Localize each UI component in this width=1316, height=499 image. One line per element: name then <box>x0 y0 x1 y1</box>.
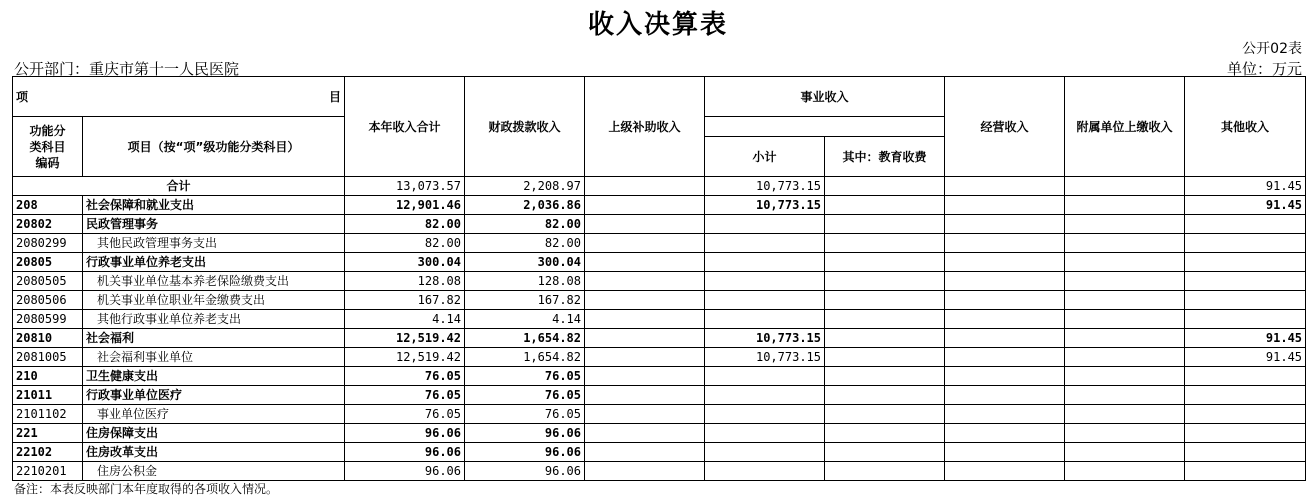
row-superior <box>585 196 705 215</box>
row-career-sub <box>705 291 825 310</box>
row-code: 2081005 <box>13 348 83 367</box>
row-business <box>945 253 1065 272</box>
row-fiscal: 76.05 <box>465 367 585 386</box>
row-fiscal: 167.82 <box>465 291 585 310</box>
row-total: 12,519.42 <box>345 348 465 367</box>
row-other <box>1185 424 1306 443</box>
row-fiscal: 76.05 <box>465 405 585 424</box>
row-career-sub <box>705 272 825 291</box>
row-code: 20810 <box>13 329 83 348</box>
row-name: 机关事业单位基本养老保险缴费支出 <box>83 272 345 291</box>
row-superior <box>585 329 705 348</box>
row-other <box>1185 443 1306 462</box>
row-code: 20805 <box>13 253 83 272</box>
header-xiang-mu <box>13 77 345 117</box>
row-code: 208 <box>13 196 83 215</box>
row-career-sub <box>705 443 825 462</box>
table-row <box>13 348 1306 367</box>
row-other <box>1185 310 1306 329</box>
row-name: 住房公积金 <box>83 462 345 481</box>
row-other <box>1185 462 1306 481</box>
row-superior <box>585 405 705 424</box>
row-career-edu <box>825 367 945 386</box>
row-career-sub <box>705 424 825 443</box>
header-fiscal: 财政拨款收入 <box>465 77 585 177</box>
table-row <box>13 405 1306 424</box>
table-row <box>13 443 1306 462</box>
row-name: 事业单位医疗 <box>83 405 345 424</box>
table-row <box>13 386 1306 405</box>
row-code: 2080299 <box>13 234 83 253</box>
header-mu: 目 <box>328 89 341 104</box>
row-other: 91.45 <box>1185 348 1306 367</box>
row-total: 96.06 <box>345 462 465 481</box>
row-total: 167.82 <box>345 291 465 310</box>
row-business <box>945 310 1065 329</box>
summary-career-sub: 10,773.15 <box>705 177 825 196</box>
summary-total: 13,073.57 <box>345 177 465 196</box>
row-fiscal: 82.00 <box>465 215 585 234</box>
row-business <box>945 215 1065 234</box>
row-superior <box>585 272 705 291</box>
row-career-edu <box>825 424 945 443</box>
row-superior <box>585 367 705 386</box>
row-name: 卫生健康支出 <box>83 367 345 386</box>
summary-career-edu <box>825 177 945 196</box>
row-total: 12,901.46 <box>345 196 465 215</box>
row-business <box>945 291 1065 310</box>
row-affiliated <box>1065 462 1185 481</box>
row-career-edu <box>825 253 945 272</box>
row-business <box>945 272 1065 291</box>
form-number: 公开02表 <box>1242 41 1302 57</box>
row-affiliated <box>1065 234 1185 253</box>
row-name: 住房改革支出 <box>83 443 345 462</box>
footnote: 备注：本表反映部门本年度取得的各项收入情况。 <box>14 482 279 496</box>
header-affiliated: 附属单位上缴收入 <box>1065 77 1185 177</box>
row-affiliated <box>1065 291 1185 310</box>
row-fiscal: 82.00 <box>465 234 585 253</box>
row-superior <box>585 443 705 462</box>
row-superior <box>585 386 705 405</box>
row-business <box>945 462 1065 481</box>
row-other <box>1185 234 1306 253</box>
row-name: 民政管理事务 <box>83 215 345 234</box>
header-xiang: 项 <box>16 89 29 104</box>
row-total: 82.00 <box>345 215 465 234</box>
row-career-edu <box>825 386 945 405</box>
summary-business <box>945 177 1065 196</box>
row-business <box>945 196 1065 215</box>
row-fiscal: 1,654.82 <box>465 348 585 367</box>
row-career-edu <box>825 310 945 329</box>
row-other <box>1185 215 1306 234</box>
row-career-edu <box>825 405 945 424</box>
row-career-edu <box>825 234 945 253</box>
summary-superior <box>585 177 705 196</box>
row-career-edu <box>825 348 945 367</box>
row-name: 社会保障和就业支出 <box>83 196 345 215</box>
table-row <box>13 196 1306 215</box>
row-affiliated <box>1065 367 1185 386</box>
row-other <box>1185 386 1306 405</box>
row-career-sub <box>705 405 825 424</box>
row-total: 12,519.42 <box>345 329 465 348</box>
row-other <box>1185 272 1306 291</box>
header-career-sub: 小计 <box>705 137 825 177</box>
row-code: 210 <box>13 367 83 386</box>
row-career-sub <box>705 234 825 253</box>
row-career-edu <box>825 272 945 291</box>
header-career: 事业收入 <box>705 77 945 117</box>
row-affiliated <box>1065 253 1185 272</box>
table-row <box>13 367 1306 386</box>
row-name: 住房保障支出 <box>83 424 345 443</box>
row-affiliated <box>1065 405 1185 424</box>
table-row <box>13 329 1306 348</box>
row-business <box>945 329 1065 348</box>
table-row <box>13 291 1306 310</box>
row-career-sub <box>705 310 825 329</box>
row-affiliated <box>1065 272 1185 291</box>
row-other <box>1185 405 1306 424</box>
row-name: 社会福利 <box>83 329 345 348</box>
row-fiscal: 96.06 <box>465 443 585 462</box>
summary-affiliated <box>1065 177 1185 196</box>
row-total: 96.06 <box>345 443 465 462</box>
row-total: 128.08 <box>345 272 465 291</box>
row-fiscal: 4.14 <box>465 310 585 329</box>
row-business <box>945 348 1065 367</box>
row-other <box>1185 367 1306 386</box>
row-total: 76.05 <box>345 367 465 386</box>
row-superior <box>585 462 705 481</box>
row-fiscal: 128.08 <box>465 272 585 291</box>
row-name: 行政事业单位养老支出 <box>83 253 345 272</box>
row-name: 社会福利事业单位 <box>83 348 345 367</box>
row-total: 76.05 <box>345 386 465 405</box>
row-career-sub <box>705 367 825 386</box>
row-business <box>945 367 1065 386</box>
row-code: 2210201 <box>13 462 83 481</box>
header-name: 项目（按“项”级功能分类科目） <box>83 117 345 177</box>
row-business <box>945 424 1065 443</box>
row-career-edu <box>825 291 945 310</box>
table-row <box>13 310 1306 329</box>
row-career-edu <box>825 215 945 234</box>
row-total: 76.05 <box>345 405 465 424</box>
row-code: 21011 <box>13 386 83 405</box>
row-career-sub <box>705 462 825 481</box>
row-superior <box>585 234 705 253</box>
row-fiscal: 96.06 <box>465 462 585 481</box>
row-career-sub: 10,773.15 <box>705 348 825 367</box>
row-superior <box>585 348 705 367</box>
table-row <box>13 272 1306 291</box>
header-total-income: 本年收入合计 <box>345 77 465 177</box>
row-total: 4.14 <box>345 310 465 329</box>
row-career-edu <box>825 443 945 462</box>
row-business <box>945 386 1065 405</box>
row-total: 82.00 <box>345 234 465 253</box>
row-business <box>945 405 1065 424</box>
income-table <box>12 76 1306 481</box>
row-other: 91.45 <box>1185 329 1306 348</box>
table-row <box>13 234 1306 253</box>
row-career-edu <box>825 196 945 215</box>
header-other: 其他收入 <box>1185 77 1306 177</box>
row-affiliated <box>1065 443 1185 462</box>
row-total: 300.04 <box>345 253 465 272</box>
row-code: 2080506 <box>13 291 83 310</box>
row-affiliated <box>1065 196 1185 215</box>
summary-other: 91.45 <box>1185 177 1306 196</box>
row-other <box>1185 291 1306 310</box>
table-row <box>13 424 1306 443</box>
summary-fiscal: 2,208.97 <box>465 177 585 196</box>
header-business: 经营收入 <box>945 77 1065 177</box>
header-code: 功能分类科目编码 <box>13 117 83 177</box>
row-affiliated <box>1065 329 1185 348</box>
row-career-sub <box>705 386 825 405</box>
table-row <box>13 215 1306 234</box>
unit-label: 单位：万元 <box>1226 60 1302 78</box>
row-superior <box>585 253 705 272</box>
row-career-edu <box>825 329 945 348</box>
row-name: 其他民政管理事务支出 <box>83 234 345 253</box>
row-name: 行政事业单位医疗 <box>83 386 345 405</box>
row-total: 96.06 <box>345 424 465 443</box>
row-career-sub: 10,773.15 <box>705 196 825 215</box>
row-code: 221 <box>13 424 83 443</box>
row-affiliated <box>1065 348 1185 367</box>
summary-label: 合计 <box>13 177 345 196</box>
table-row <box>13 462 1306 481</box>
row-code: 2101102 <box>13 405 83 424</box>
row-fiscal: 96.06 <box>465 424 585 443</box>
row-fiscal: 76.05 <box>465 386 585 405</box>
header-career-edu: 其中：教育收费 <box>825 137 945 177</box>
row-code: 20802 <box>13 215 83 234</box>
row-other: 91.45 <box>1185 196 1306 215</box>
row-affiliated <box>1065 424 1185 443</box>
department-label: 公开部门：重庆市第十一人民医院 <box>14 60 240 78</box>
row-code: 22102 <box>13 443 83 462</box>
row-business <box>945 234 1065 253</box>
row-superior <box>585 215 705 234</box>
row-name: 机关事业单位职业年金缴费支出 <box>83 291 345 310</box>
row-code: 2080505 <box>13 272 83 291</box>
row-career-sub: 10,773.15 <box>705 329 825 348</box>
row-code: 2080599 <box>13 310 83 329</box>
row-affiliated <box>1065 386 1185 405</box>
summary-row <box>13 177 1306 196</box>
table-row <box>13 253 1306 272</box>
row-superior <box>585 291 705 310</box>
row-superior <box>585 310 705 329</box>
row-fiscal: 300.04 <box>465 253 585 272</box>
row-career-sub <box>705 253 825 272</box>
row-affiliated <box>1065 310 1185 329</box>
row-other <box>1185 253 1306 272</box>
page-title: 收入决算表 <box>587 10 728 40</box>
row-fiscal: 1,654.82 <box>465 329 585 348</box>
row-superior <box>585 424 705 443</box>
row-career-sub <box>705 215 825 234</box>
row-fiscal: 2,036.86 <box>465 196 585 215</box>
row-business <box>945 443 1065 462</box>
header-superior: 上级补助收入 <box>585 77 705 177</box>
row-name: 其他行政事业单位养老支出 <box>83 310 345 329</box>
row-career-edu <box>825 462 945 481</box>
row-affiliated <box>1065 215 1185 234</box>
